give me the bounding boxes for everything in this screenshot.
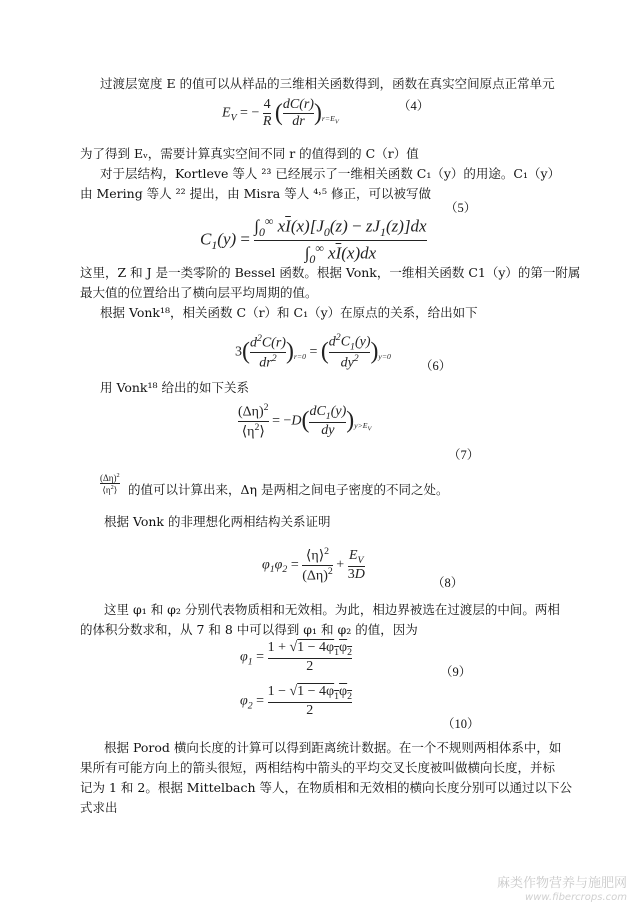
equation-number: （4） — [398, 99, 430, 113]
paragraph-line: 最大值的位置给出了横向层平均周期的值。 — [80, 285, 318, 300]
equation-4: $E_V$ = − $\frac{4}{R}$ ( $\frac{dC(r)}{dr}$ )$_{r=E_V}$ — [222, 97, 339, 129]
equation-number: （7） — [448, 448, 480, 462]
equation-9: $\varphi_1$ = $\frac{1 + √1 - 4\varphi_1\varphi_2}{2}$ — [240, 640, 353, 674]
watermark-url: www.fibercrops.com — [525, 892, 627, 903]
equation-5: $C_1(y)$ = $\frac{\int_0^\infty x\overline{I}(x)[J_0(z) - zJ_1(z)]dx}{\int_0^\infty x\overline{I}(x)dx}$ — [200, 214, 427, 267]
equation-number: （8） — [432, 576, 464, 590]
inline-fraction: $\frac{(\Delta\eta)^2}{⟨\eta^2⟩}$ — [100, 472, 120, 495]
equation-8: $\varphi_1\varphi_2$ = $\frac{⟨\eta⟩^2}{(\Delta\eta)^2}$ + $\frac{E_V}{3D}$ — [262, 546, 365, 584]
paragraph-line: 为了得到 Eᵥ，需要计算真实空间不同 r 的值得到的 C（r）值 — [80, 146, 419, 161]
equation-number: （5） — [445, 201, 477, 215]
equation-number: （9） — [440, 665, 472, 679]
paragraph-line: 这里 φ₁ 和 φ₂ 分别代表物质相和无效相。为此，相边界被选在过渡层的中间。两相 — [104, 602, 560, 617]
paragraph-line: 的值可以计算出来，Δη 是两相之间电子密度的不同之处。 — [128, 482, 449, 497]
paragraph-line: 的体积分数求和，从 7 和 8 中可以得到 φ₁ 和 φ₂ 的值，因为 — [80, 622, 418, 637]
equation-number: （6） — [420, 359, 452, 373]
paragraph-line: 果所有可能方向上的箭头很短，两相结构中箭头的平均交叉长度被叫做横向长度，并标 — [80, 760, 556, 775]
paragraph-line: 根据 Vonk¹⁸，相关函数 C（r）和 C₁（y）在原点的关系，给出如下 — [100, 305, 478, 320]
paragraph-line: 对于层结构，Kortleve 等人 ²³ 已经展示了一维相关函数 C₁（y）的用途。C₁（y） — [100, 166, 561, 181]
equation-6: 3( $\frac{d^2C(r)}{dr^2}$ )$_{r=0}$ = ( $\frac{d^2C_1(y)}{dy^2}$ )$_{y=0}$ — [235, 332, 391, 372]
equation-7: $\frac{(\Delta\eta)^2}{⟨\eta^2⟩}$ = −D( $\frac{dC_1(y)}{dy}$ )$_{y>E_V}$ — [238, 402, 372, 440]
watermark-text: 麻类作物营养与施肥网 — [496, 876, 627, 891]
equation-number: （10） — [442, 717, 480, 731]
paragraph-line: 过渡层宽度 E 的值可以从样品的三维相关函数得到，函数在真实空间原点正常单元 — [100, 76, 555, 91]
equation-10: $\varphi_2$ = $\frac{1 - √1 - 4\varphi_1\varphi_2}{2}$ — [240, 684, 353, 718]
paragraph-line: 根据 Porod 横向长度的计算可以得到距离统计数据。在一个不规则两相体系中，如 — [104, 740, 562, 755]
paragraph-line: 这里，Z 和 J 是一类零阶的 Bessel 函数。根据 Vonk，一维相关函数 C1（y）的第一附属 — [80, 265, 581, 280]
paragraph-line: 记为 1 和 2。根据 Mittelbach 等人，在物质相和无效相的横向长度分别可以通过以下公 — [80, 780, 573, 795]
paragraph-line: 用 Vonk¹⁸ 给出的如下关系 — [100, 380, 249, 395]
paragraph-line: 根据 Vonk 的非理想化两相结构关系证明 — [104, 514, 331, 529]
paragraph-line: 式求出 — [80, 800, 118, 815]
paragraph-line: 由 Mering 等人 ²² 提出，由 Misra 等人 ⁴˒⁵ 修正，可以被写做 — [80, 186, 432, 201]
